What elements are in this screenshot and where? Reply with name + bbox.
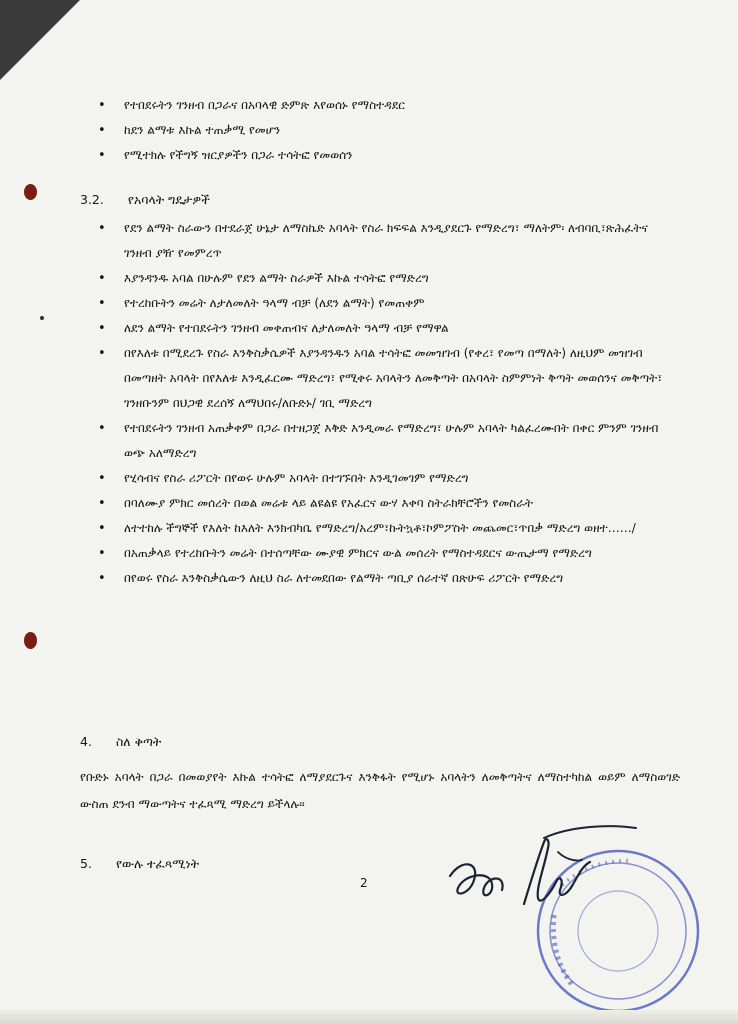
paper-bottom-edge bbox=[0, 1010, 738, 1024]
ink-speck bbox=[40, 316, 44, 320]
folded-corner bbox=[0, 0, 80, 80]
section-number: 4. bbox=[80, 734, 92, 749]
section-4-heading bbox=[80, 734, 161, 750]
list-item: • በየወሩ የስራ እንቅስቃሴውን ለዚህ ስራ ለተመደበው የልማት ጣቢያ ሰራተኛ በጽሁፍ ሪፖርት የማድረግ bbox=[112, 566, 672, 591]
section-3-2-heading bbox=[80, 192, 210, 208]
top-bullet-list bbox=[112, 93, 672, 168]
section-title: የውሉ ተፈጻሚነት bbox=[115, 856, 200, 871]
list-item: • ለተተከሉ ችግኞች የእለት ከእለት እንክብካቤ የማድረግ/አረም፣ኩትኳቶ፣ኮምፖስት መጨመር፣ጥበቃ ማድረግ ወዘተ……/ bbox=[112, 516, 672, 541]
section-title: ስለ ቅጣት bbox=[115, 734, 162, 749]
page-number: 2 bbox=[360, 876, 368, 890]
list-item: • ለደን ልማት የተበደሩትን ገንዘብ መቀጠብና ለታለመለት ዓላማ ብቻ የማዋል bbox=[112, 316, 672, 341]
list-item: • የተረከቡትን መሬት ለታለመለት ዓላማ ብቻ (ለደን ልማት) የመጠቀም bbox=[112, 291, 672, 316]
punch-hole bbox=[24, 184, 37, 200]
section-5-heading bbox=[80, 856, 199, 872]
list-item: • የደን ልማት ስራውን በተደራጀ ሁኔታ ለማስኬድ አባላት የስራ ክፍፍል እንዲያደርጉ የማድረግ፣ ማለትም፡ ለብባቢ፣ጽሕፈትና ገንዘብ ያዥ የመምረጥ bbox=[112, 216, 672, 266]
section-number: 3.2. bbox=[80, 192, 104, 207]
list-item: • ከደን ልማቱ እኩል ተጠቃሚ የመሆን bbox=[112, 118, 672, 143]
obligations-list bbox=[112, 216, 672, 591]
penalty-paragraph: የቡድኑ አባላት በጋራ በመወያየት እኩል ተሳትፎ ለማያደርጉና እንቅፋት የሚሆኑ አባላትን ለመቅጣትና ለማስተካከል ወይም ለማስወገድ ውስጠ ደንብ ማውጣትና ተፈጻሚ ማድረግ ይችላሉ፡፡ bbox=[80, 770, 680, 811]
list-item: • በአጠቃላይ የተረከቡትን መሬት በተሰጣቸው ሙያዊ ምክርና ውል መሰረት የማስተዳደርና ውጤታማ የማድረግ bbox=[112, 541, 672, 566]
list-item: • በባለሙያ ምክር መሰረት በወል መሬቱ ላይ ልዩልዩ የአፈርና ውሃ እቀባ ስትራክቸሮችን የመስራት bbox=[112, 491, 672, 516]
list-item: • የተበደሩትን ገንዘብ በጋራና በአባላዊ ድምጽ እየወሰኑ የማስተዳደር bbox=[112, 93, 672, 118]
section-number: 5. bbox=[80, 856, 92, 871]
list-item: • የተበደሩትን ገንዘብ አጠቃቀም በጋራ በተዘጋጀ እቅድ እንዲመራ የማድረግ፣ ሁሉም አባላት ካልፈረሙበት በቀር ምንም ገንዘብ ወጭ አለማድረግ bbox=[112, 416, 672, 466]
handwritten-signature bbox=[440, 818, 640, 918]
section-title: የአባላት ግዴታዎች bbox=[127, 192, 210, 207]
list-item: • የሂሳብና የስራ ሪፖርት በየወሩ ሁሉም አባላት በተገኙበት እንዲገመገም የማድረግ bbox=[112, 466, 672, 491]
list-item: • የሚተክሉ የችግኝ ዝርያዎችን በጋራ ተሳትፎ የመወሰን bbox=[112, 143, 672, 168]
punch-hole bbox=[24, 632, 37, 649]
list-item: • በየእለቱ በሚደረጉ የስራ እንቅስቃሴዎች እያንዳንዱን አባል ተሳትፎ መመዝገብ (የቀረ፣ የመጣ በማለት) ለዚህም መዝገብ በመጣዘት አባላት በየእለቱ እንዲፈርሙ ማድረግ፣ የሚቀሩ አባላትን ለመቅጣት በአባላት ስምምነት ቅጣት መወሰንና መቅጣት፣ ገንዘቡንም በህጋዊ ደረሰኝ ለማህበሩ/ለቡድኑ/ ገቢ ማድረግ bbox=[112, 341, 672, 416]
list-item: • እያንዳንዱ አባል በሁሉም የደን ልማት ስራዎች እኩል ተሳትፎ የማድረግ bbox=[112, 266, 672, 291]
